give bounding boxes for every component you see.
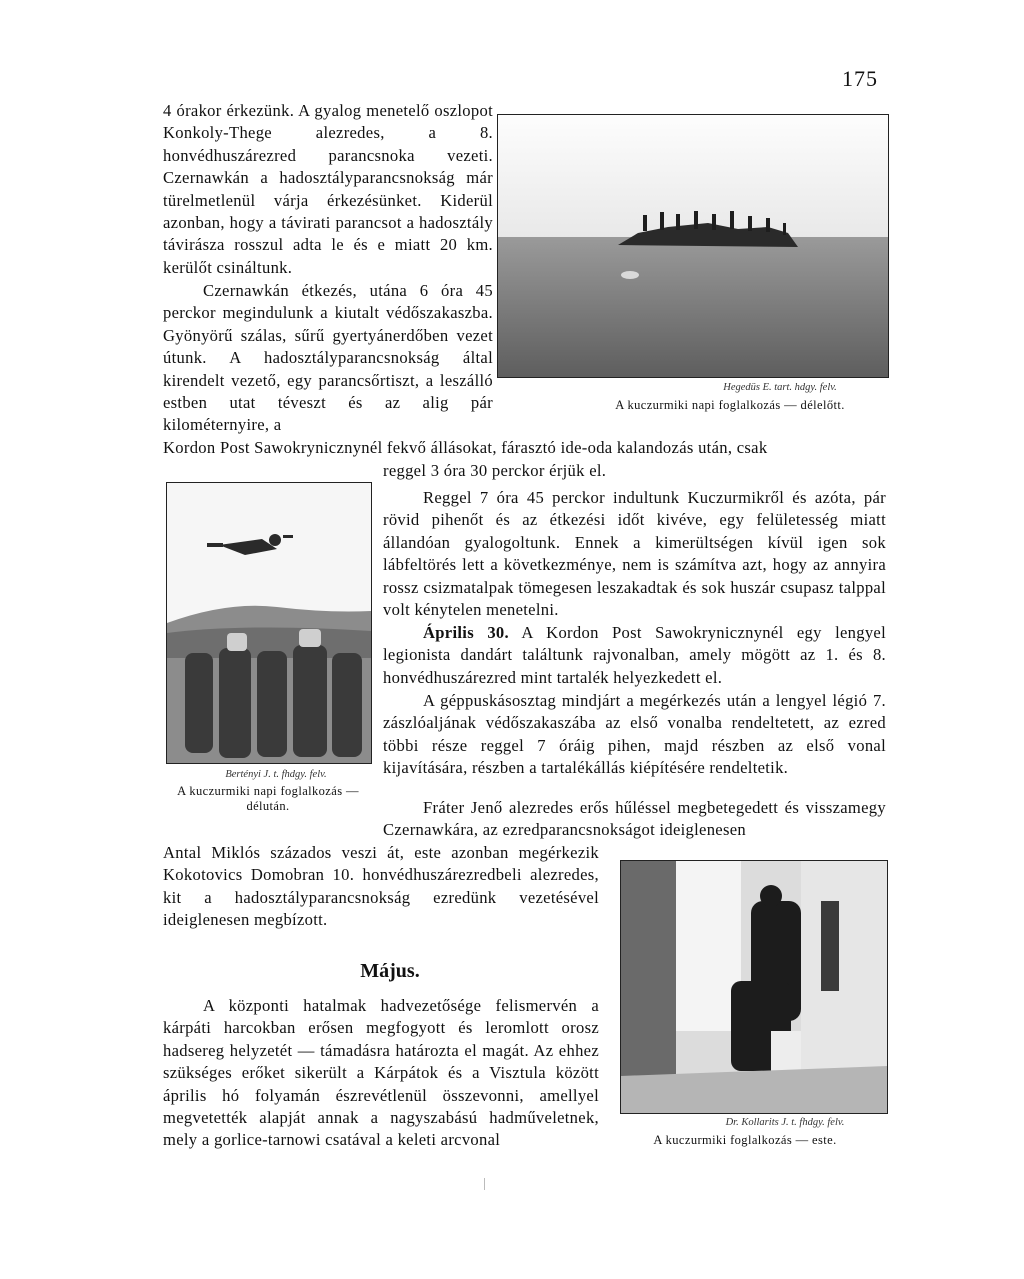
photo-blanket-toss-image — [167, 483, 371, 763]
section-title: Május. — [360, 960, 420, 982]
photo-cavalry-steppe — [497, 114, 889, 378]
paragraph-2-end-text: reggel 3 óra 30 perckor érjük el. — [383, 461, 607, 480]
paragraph-2-end — [383, 460, 683, 482]
paragraph-4 — [383, 622, 886, 689]
paragraph-7-text: A központi hatalmak hadvezetősége felismervén a kárpáti harcokban erősen megfogyott és leromlott orosz hadsereg helyzetét — támadásra határozta el magát. Az ehhez szükséges erőket sikerült a Kárpátok és a Visztula között április hó folyamán észrevétlenül összevonni, amellyel megvetették alapját annak a nagyszabású hadműveletnek, mely a gorlice-tarnowi csatával a keleti arcvonal — [163, 996, 599, 1150]
photo-1-credit: Hegedüs E. tart. hdgy. felv. — [723, 382, 837, 393]
photo-2-caption: A kuczurmiki napi foglalkozás — délután. — [177, 784, 359, 813]
paragraph-7 — [163, 995, 599, 1152]
paragraph-2-text: Czernawkán étkezés, utána 6 óra 45 perckor megindulunk a kiutalt védőszakaszba. Gyönyörű szálas, sűrű gyertyánerdőben vezet útunk. A hadosztályparancsnokság által kirendelt vezető, egy parancsőrtiszt, a leszálló estben utat téveszt és az alig pár kilométernyire, a — [163, 281, 493, 435]
paragraph-2-wide — [163, 437, 885, 459]
paragraph-2-wide-text: Kordon Post Sawokrynicznynél fekvő állásokat, fárasztó ide-oda kalandozás után, csak — [163, 438, 768, 457]
paragraph-1 — [163, 100, 493, 279]
paragraph-3 — [383, 487, 886, 621]
photo-evening-scene — [620, 860, 888, 1114]
page-number: 175 — [842, 66, 878, 91]
paragraph-6-right-text: Fráter Jenő alezredes erős hűléssel megbetegedett és visszamegy Czernawkára, az ezredparancsnokságot ideiglenesen — [383, 798, 886, 840]
photo-1-caption: A kuczurmiki napi foglalkozás — délelőtt. — [615, 398, 845, 412]
date-heading: Április 30. — [423, 623, 509, 642]
paragraph-1-text: 4 órakor érkezünk. A gyalog menetelő oszlopot Konkoly-Thege alezredes, a 8. honvédhuszárezred parancsnoka vezeti. Czernawkán a hadosztályparancsnokság már türelmetlenül várja érkezésünket. Kiderül azonban, hogy a távirati parancsot a hadosztály távirásza rosszul adta le és e miatt 20 km. kerülőt csináltunk. — [163, 101, 493, 277]
paragraph-6-right — [383, 797, 886, 842]
paragraph-5 — [383, 690, 886, 780]
photo-2-credit: Bertényi J. t. fhdgy. felv. — [225, 769, 327, 780]
paragraph-3-text: Reggel 7 óra 45 perckor indultunk Kuczurmikről és azóta, pár rövid pihenőt és az étkezési időt kivéve, egy felületesség miatt állandóan gyalogoltunk. Ennek a kimerültségen kívül igen sok lábfeltörés lett a következménye, nem is számítva azt, hogy az annyira rossz csizmatalpak tömegesen leszakadtak és sok huszár csupasz talppal volt kénytelen menetelni. — [383, 488, 886, 620]
photo-3-caption: A kuczurmiki foglalkozás — este. — [653, 1133, 837, 1147]
paragraph-2-left — [163, 280, 493, 437]
print-mark — [484, 1178, 485, 1190]
photo-evening-image — [621, 861, 887, 1113]
paragraph-6-left — [163, 842, 599, 932]
photo-3-credit: Dr. Kollarits J. t. fhdgy. felv. — [725, 1117, 845, 1128]
photo-cavalry-image — [498, 115, 888, 377]
photo-blanket-toss — [166, 482, 372, 764]
paragraph-6-left-text: Antal Miklós százados veszi át, este azonban megérkezik Kokotovics Domobran 10. honvédhuszárezredbeli alezredes, kit a hadosztályparancsnokság ezredünk vezetésével ideiglenesen megbízott. — [163, 843, 599, 930]
paragraph-4-text: A Kordon Post Sawokrynicznynél egy lengyel legionista dandárt találtunk rajvonalban, amely mögött az 1. és 8. honvédhuszárezred mint tartalék helyezkedett el. — [383, 623, 887, 687]
paragraph-5-text: A géppuskásosztag mindjárt a megérkezés után a lengyel légió 7. zászlóaljának védőszakaszába az első vonalba rendeltetett, az ezred többi része reggel 7 óráig pihen, majd részben az első vonal kijavítására, részben a tartalékállás kiépítésére rendeltetik. — [383, 691, 886, 778]
